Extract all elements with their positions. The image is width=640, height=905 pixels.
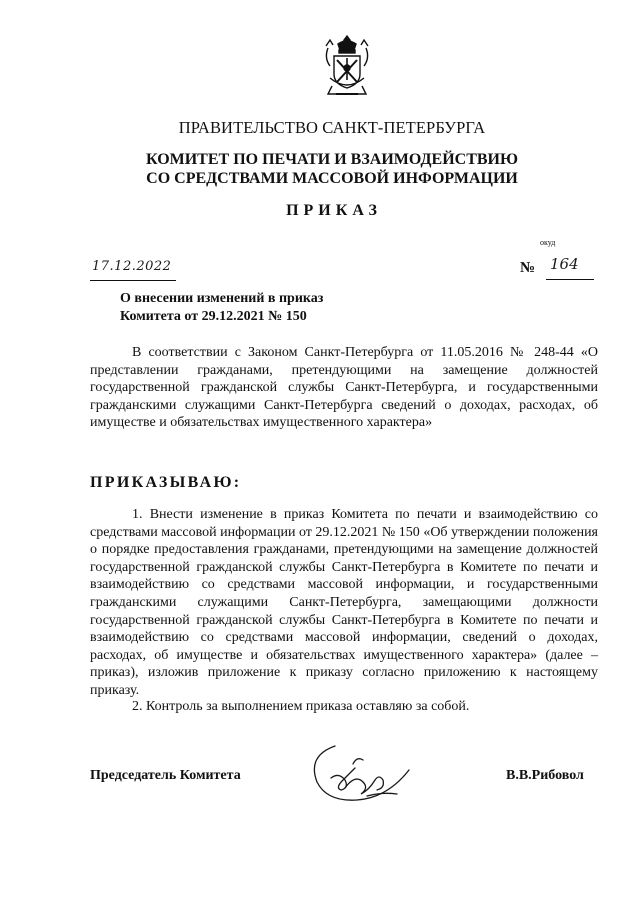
order-subject bbox=[120, 290, 323, 326]
government-title: ПРАВИТЕЛЬСТВО САНКТ-ПЕТЕРБУРГА bbox=[178, 118, 486, 137]
committee-title-line2: СО СРЕДСТВАМИ МАССОВОЙ ИНФОРМАЦИИ bbox=[146, 170, 518, 187]
order-item-1: 1. Внести изменение в приказ Комитета по печати и взаимодействию со средствами массовой информации от 29.12.2021 № 150 «Об утверждении положения о порядке предоставления гражданами, претендующими на замещение должностей государственной гражданской службы Санкт-Петербурга в Комитете по печати и взаимодействию со средствами массовой информации, и государственными гражданскими служащими Санкт-Петербурга, замещающими должности государственной гражданской службы Санкт-Петербурга в Комитете по печати и взаимодействию со средствами массовой информации, сведений о доходах, расходах, об имуществе и обязательствах имущественного характера» (далее – приказ), изложив приложение к приказу согласно приложению к настоящему приказу. bbox=[90, 507, 598, 698]
committee-title bbox=[12, 150, 640, 188]
order-subject-line1: О внесении изменений в приказ bbox=[120, 291, 324, 306]
signatory-name: В.В.Рибовол bbox=[506, 768, 584, 783]
handwritten-signature bbox=[305, 738, 415, 808]
coat-of-arms-icon bbox=[322, 34, 372, 100]
committee-title-line1: КОМИТЕТ ПО ПЕЧАТИ И ВЗАИМОДЕЙСТВИЮ bbox=[145, 151, 519, 168]
order-item-2: 2. Контроль за выполнением приказа оставляю за собой. bbox=[132, 699, 470, 714]
preamble-paragraph: В соответствии с Законом Санкт-Петербурга от 11.05.2016 № 248-44 «О представлении гражданами, претендующими на замещение должностей государственной гражданской службы Санкт-Петербурга, и государственными гражданскими служащими Санкт-Петербурга сведений о доходах, расходах, об имуществе и обязательствах имущественного характера» bbox=[90, 345, 598, 431]
orders-heading: ПРИКАЗЫВАЮ: bbox=[90, 474, 242, 491]
document-type: ПРИКАЗ bbox=[286, 202, 382, 219]
number-sign: № bbox=[520, 260, 536, 276]
order-subject-line2: Комитета от 29.12.2021 № 150 bbox=[120, 309, 307, 324]
okud-label: окуд bbox=[540, 238, 556, 247]
handwritten-number: 164 bbox=[550, 255, 579, 273]
signatory-position: Председатель Комитета bbox=[90, 768, 241, 783]
handwritten-date: 17.12.2022 bbox=[92, 259, 172, 274]
